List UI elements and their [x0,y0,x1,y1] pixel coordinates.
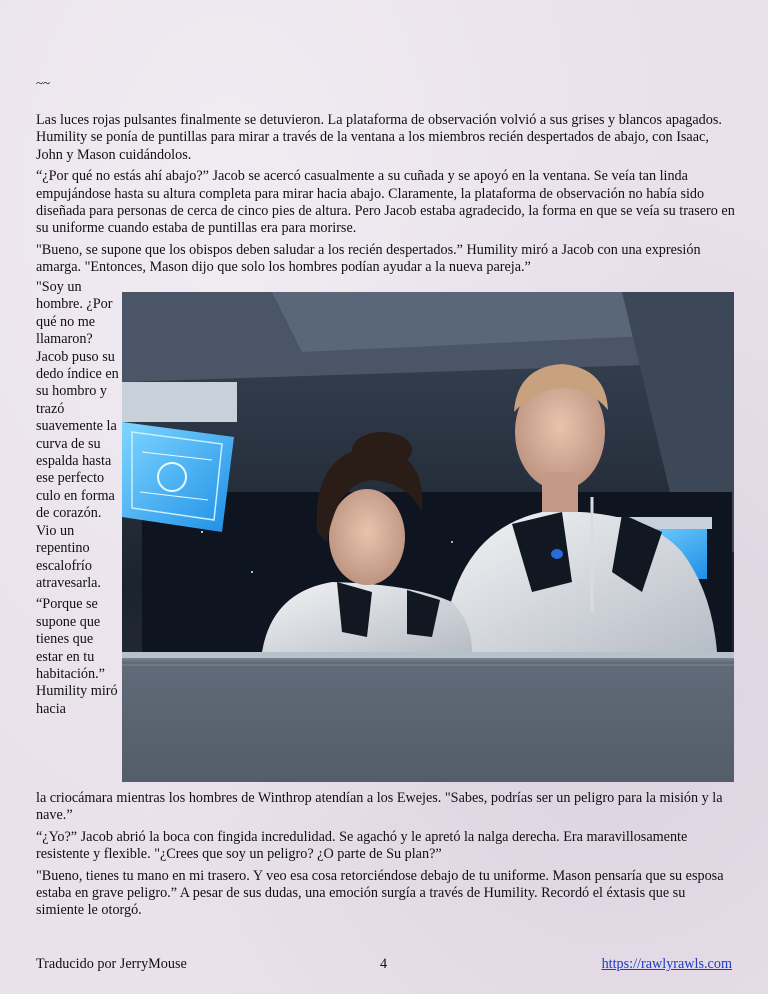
website-link[interactable]: https://rawlyrawls.com [601,956,732,972]
side-paragraphs [36,279,120,722]
paragraph: "Bueno, se supone que los obispos deben saludar a los recién despertados.” Humility miró a Jacob con una expresión amarga. "Entonces, Mason dijo que solo los hombres podían ayudar a la nueva pareja.” [36,241,701,276]
paragraph: "Soy un hombre. ¿Por qué no me llamaron? Jacob puso su dedo índice en su hombro y trazó suavemente la curva de su espalda hasta ese perfecto culo en forma de corazón. Vio un repentino escalofrío atravesarla. [36,279,119,591]
top-paragraphs [36,112,736,281]
paragraph: “¿Por qué no estás ahí abajo?” Jacob se acercó casualmente a su cuñada y se apoyó en la ventana. Se veía tan linda empujándose hasta su altura completa para mirar hacia abajo. Claramente, la plataforma de observación no había sido diseñada para personas de cerca de cinco pies de altura. Pero Jacob estaba agradecido, la forma en que se veía su trasero en su uniforme cuando estaba de puntillas era para morirse. [36,168,735,237]
footer-translator: Traducido por JerryMouse [36,956,187,972]
paragraph: "Bueno, tienes tu mano en mi trasero. Y veo esa cosa retorciéndose debajo de tu uniforme. Mason pensaría que su esposa estaba en grave peligro.” A pesar de sus dudas, una emoción surgía a través de Humility. Recordó el éxtasis que su simiente le otorgó. [36,867,724,919]
paragraph: “Porque se supone que tienes que estar en tu habitación.” Humility miró hacia [36,596,118,717]
section-separator: ~~ [36,75,51,90]
paragraph: la criocámara mientras los hombres de Winthrop atendían a los Ewejes. "Sabes, podrías ser un peligro para la misión y la nave.” [36,790,723,824]
story-illustration [122,292,734,782]
paragraph: “¿Yo?” Jacob abrió la boca con fingida incredulidad. Se agachó y le apretó la nalga derecha. Era maravillosamente resistente y flexible. "¿Crees que soy un peligro? ¿O parte de Su plan?” [36,828,688,863]
bottom-paragraphs [36,790,736,924]
paragraph: Las luces rojas pulsantes finalmente se detuvieron. La plataforma de observación volvió a sus grises y blancos apagados. Humility se ponía de puntillas para mirar a través de la ventana a los miembros recién despertados de abajo, con Isaac, John y Mason cuidándolos. [36,112,722,163]
page-number: 4 [380,956,388,972]
